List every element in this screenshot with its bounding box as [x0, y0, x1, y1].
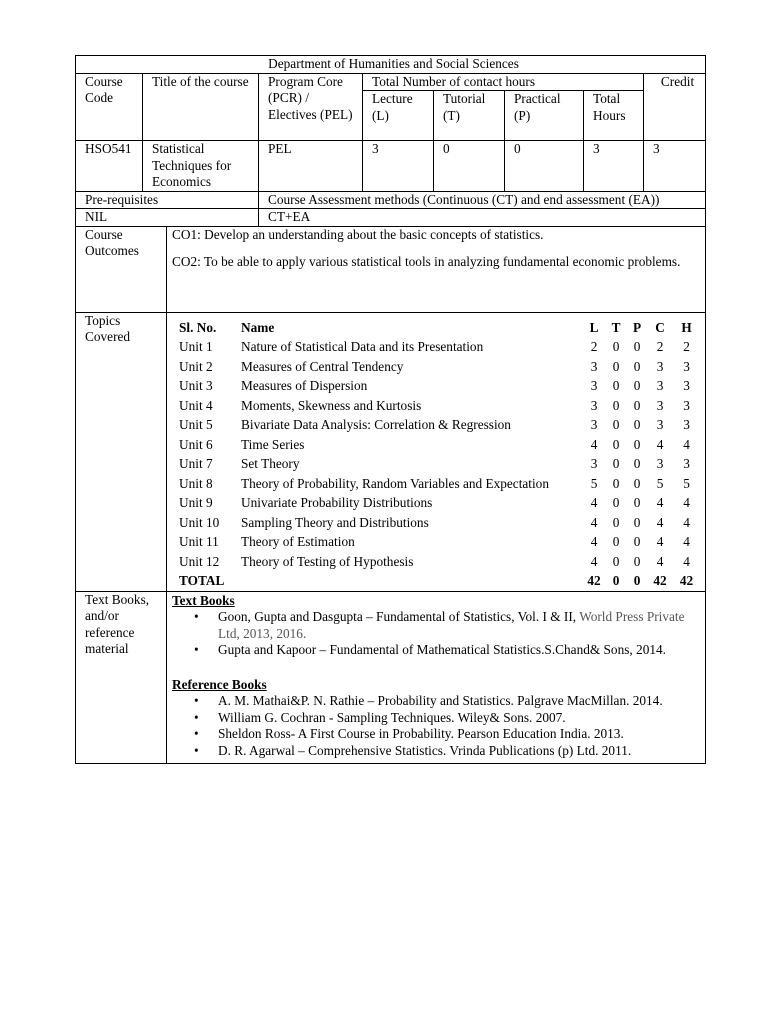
topics-total-h: 42 — [679, 573, 694, 588]
course-practical: 0 — [505, 141, 584, 192]
header-tutorial: Tutorial (T) — [434, 91, 505, 141]
topic-c: 2 — [656, 339, 664, 354]
topic-l: 4 — [590, 495, 598, 510]
topic-row — [179, 435, 699, 455]
topic-p: 0 — [633, 358, 641, 374]
list-item: • D. R. Agarwal – Comprehensive Statistics. Vrinda Publications (p) Ltd. 2011. — [218, 743, 697, 760]
topic-t: 0 — [612, 397, 620, 413]
topic-t: 0 — [612, 475, 620, 491]
outcomes-label: Course Outcomes — [76, 226, 167, 312]
topic-row — [179, 357, 699, 377]
topics-header-c: C — [655, 319, 665, 335]
header-total-contact: Total Number of contact hours — [363, 73, 644, 91]
topic-name: Time Series — [241, 436, 305, 452]
topic-row — [179, 415, 699, 435]
topics-header-h: H — [681, 319, 692, 335]
topic-sl: Unit 12 — [179, 553, 220, 569]
topic-sl: Unit 7 — [179, 456, 213, 471]
list-item: • A. M. Mathai&P. N. Rathie – Probability and Statistics. Palgrave MacMillan. 2014. — [218, 693, 697, 710]
text-books-list — [172, 609, 697, 659]
topic-h: 4 — [683, 495, 690, 510]
topic-row — [179, 513, 699, 533]
topics-header-row — [179, 318, 699, 338]
topic-l: 3 — [590, 417, 598, 432]
topic-name: Univariate Probability Distributions — [241, 495, 433, 510]
topic-p: 0 — [633, 397, 641, 413]
topic-h: 3 — [683, 417, 690, 432]
header-credit: Credit — [644, 73, 706, 141]
topics-total-p: 0 — [633, 573, 641, 588]
prerequisites-value: NIL — [76, 209, 259, 227]
topic-c: 3 — [656, 397, 664, 413]
reference-books-heading: Reference Books — [172, 676, 267, 692]
topic-l: 4 — [590, 436, 598, 452]
topic-sl: Unit 2 — [179, 358, 213, 374]
topic-row — [179, 454, 699, 474]
list-item: • William G. Cochran - Sampling Techniques. Wiley& Sons. 2007. — [218, 710, 697, 727]
topic-sl: Unit 10 — [179, 514, 220, 530]
topic-t: 0 — [612, 339, 620, 354]
topic-h: 3 — [683, 378, 690, 393]
topic-t: 0 — [612, 417, 620, 432]
course-credit: 3 — [644, 141, 706, 192]
topics-header-name: Name — [241, 319, 275, 335]
topic-l: 3 — [590, 358, 598, 374]
topic-c: 5 — [656, 475, 664, 491]
topics-header-sl: Sl. No. — [179, 319, 217, 335]
topic-t: 0 — [612, 456, 620, 471]
topic-name: Measures of Central Tendency — [241, 358, 404, 374]
header-practical: Practical (P) — [505, 91, 584, 141]
header-course-code: Course Code — [76, 73, 143, 141]
topics-cell — [167, 312, 706, 591]
header-program-core: Program Core (PCR) / Electives (PEL) — [259, 73, 363, 141]
topic-h: 4 — [683, 534, 690, 549]
topics-header-p: P — [633, 319, 642, 335]
list-item — [218, 642, 697, 659]
text-books-heading: Text Books — [172, 592, 235, 608]
topic-sl: Unit 8 — [179, 475, 213, 491]
topic-p: 0 — [633, 436, 641, 452]
books-cell — [167, 591, 706, 764]
course-code: HSO541 — [76, 141, 143, 192]
topic-name: Moments, Skewness and Kurtosis — [241, 397, 422, 413]
course-table — [75, 55, 706, 764]
topic-h: 5 — [683, 475, 690, 491]
topic-c: 4 — [656, 436, 664, 452]
topic-sl: Unit 6 — [179, 436, 213, 452]
topic-h: 2 — [683, 339, 690, 354]
topic-p: 0 — [633, 495, 641, 510]
topic-l: 2 — [590, 339, 598, 354]
outcome-item: CO2: To be able to apply various statistical tools in analyzing fundamental economic problems. — [172, 254, 681, 269]
topic-name: Set Theory — [241, 456, 300, 471]
topic-row — [179, 337, 699, 357]
text-book-publisher: World Press Private Ltd, 2013, 2016. — [218, 609, 685, 641]
text-book-main: Gupta and Kapoor – Fundamental of Mathematical Statistics.S.Chand& Sons, 2014. — [218, 642, 666, 657]
course-lecture: 3 — [363, 141, 434, 192]
topic-h: 4 — [683, 436, 690, 452]
outcomes-list — [167, 226, 706, 312]
topic-l: 3 — [590, 397, 598, 413]
topics-total-t: 0 — [612, 573, 620, 588]
topic-p: 0 — [633, 534, 641, 549]
topic-c: 4 — [656, 534, 664, 549]
course-total-hours: 3 — [584, 141, 644, 192]
topic-t: 0 — [612, 358, 620, 374]
topic-t: 0 — [612, 495, 620, 510]
topic-sl: Unit 11 — [179, 534, 219, 549]
topics-header-l: L — [589, 319, 599, 335]
topic-row — [179, 474, 699, 494]
topic-c: 3 — [656, 417, 664, 432]
topic-t: 0 — [612, 436, 620, 452]
list-item: • Sheldon Ross- A First Course in Probability. Pearson Education India. 2013. — [218, 726, 697, 743]
topic-c: 3 — [656, 378, 664, 393]
topic-t: 0 — [612, 534, 620, 549]
reference-books-list — [172, 693, 697, 759]
list-item — [218, 609, 697, 642]
topic-t: 0 — [612, 514, 620, 530]
header-total-hours: Total Hours — [584, 91, 644, 141]
topic-c: 4 — [656, 495, 664, 510]
topic-l: 3 — [590, 456, 598, 471]
topic-sl: Unit 1 — [179, 339, 213, 354]
topic-name: Theory of Probability, Random Variables and Expectation — [241, 475, 549, 491]
topic-c: 4 — [656, 553, 664, 569]
topic-sl: Unit 4 — [179, 397, 213, 413]
topic-p: 0 — [633, 417, 641, 432]
topic-h: 3 — [683, 456, 690, 471]
topics-header-t: T — [611, 319, 621, 335]
topic-t: 0 — [612, 553, 620, 569]
topics-label: Topics Covered — [76, 312, 167, 591]
prerequisites-label: Pre-requisites — [76, 191, 259, 209]
topic-c: 3 — [656, 358, 664, 374]
topic-l: 3 — [590, 378, 598, 393]
topic-name: Measures of Dispersion — [241, 378, 368, 393]
topic-name: Sampling Theory and Distributions — [241, 514, 429, 530]
course-tutorial: 0 — [434, 141, 505, 192]
topics-total-row — [179, 571, 699, 591]
topic-row — [179, 532, 699, 552]
department-title: Department of Humanities and Social Sciences — [76, 56, 706, 74]
topic-name: Nature of Statistical Data and its Presentation — [241, 339, 484, 354]
topic-name: Bivariate Data Analysis: Correlation & Regression — [241, 417, 511, 432]
text-book-main: Goon, Gupta and Dasgupta – Fundamental of Statistics, Vol. I & II, — [218, 609, 580, 624]
topic-h: 3 — [683, 397, 690, 413]
topic-p: 0 — [633, 456, 641, 471]
topic-l: 4 — [590, 514, 598, 530]
topic-l: 4 — [590, 534, 598, 549]
header-title: Title of the course — [143, 73, 259, 141]
topics-table — [179, 318, 699, 591]
topic-row — [179, 396, 699, 416]
topic-sl: Unit 3 — [179, 378, 213, 393]
topic-h: 3 — [683, 358, 690, 374]
course-type: PEL — [259, 141, 363, 192]
topic-p: 0 — [633, 339, 641, 354]
topic-h: 4 — [683, 514, 690, 530]
course-title: Statistical Techniques for Economics — [143, 141, 259, 192]
header-lecture: Lecture (L) — [363, 91, 434, 141]
topic-row — [179, 493, 699, 513]
topic-row — [179, 552, 699, 572]
topic-p: 0 — [633, 475, 641, 491]
books-label: Text Books, and/or reference material — [76, 591, 167, 764]
topic-c: 3 — [656, 456, 664, 471]
topics-total-l: 42 — [587, 573, 601, 588]
topic-p: 0 — [633, 514, 641, 530]
topic-l: 4 — [590, 553, 598, 569]
outcome-item: CO1: Develop an understanding about the basic concepts of statistics. — [172, 226, 544, 242]
topic-l: 5 — [590, 475, 598, 491]
topic-p: 0 — [633, 378, 641, 393]
topic-name: Theory of Estimation — [241, 534, 355, 549]
topic-h: 4 — [683, 553, 690, 569]
topics-total-label: TOTAL — [179, 573, 225, 588]
topic-row — [179, 376, 699, 396]
topics-total-c: 42 — [653, 573, 667, 588]
topic-t: 0 — [612, 378, 620, 393]
course-document — [75, 55, 705, 764]
topic-sl: Unit 9 — [179, 495, 213, 510]
assessment-label: Course Assessment methods (Continuous (CT) and end assessment (EA)) — [259, 191, 706, 209]
topic-sl: Unit 5 — [179, 417, 213, 432]
topic-c: 4 — [656, 514, 664, 530]
topic-name: Theory of Testing of Hypothesis — [241, 553, 414, 569]
topic-p: 0 — [633, 553, 641, 569]
assessment-value: CT+EA — [259, 209, 706, 227]
